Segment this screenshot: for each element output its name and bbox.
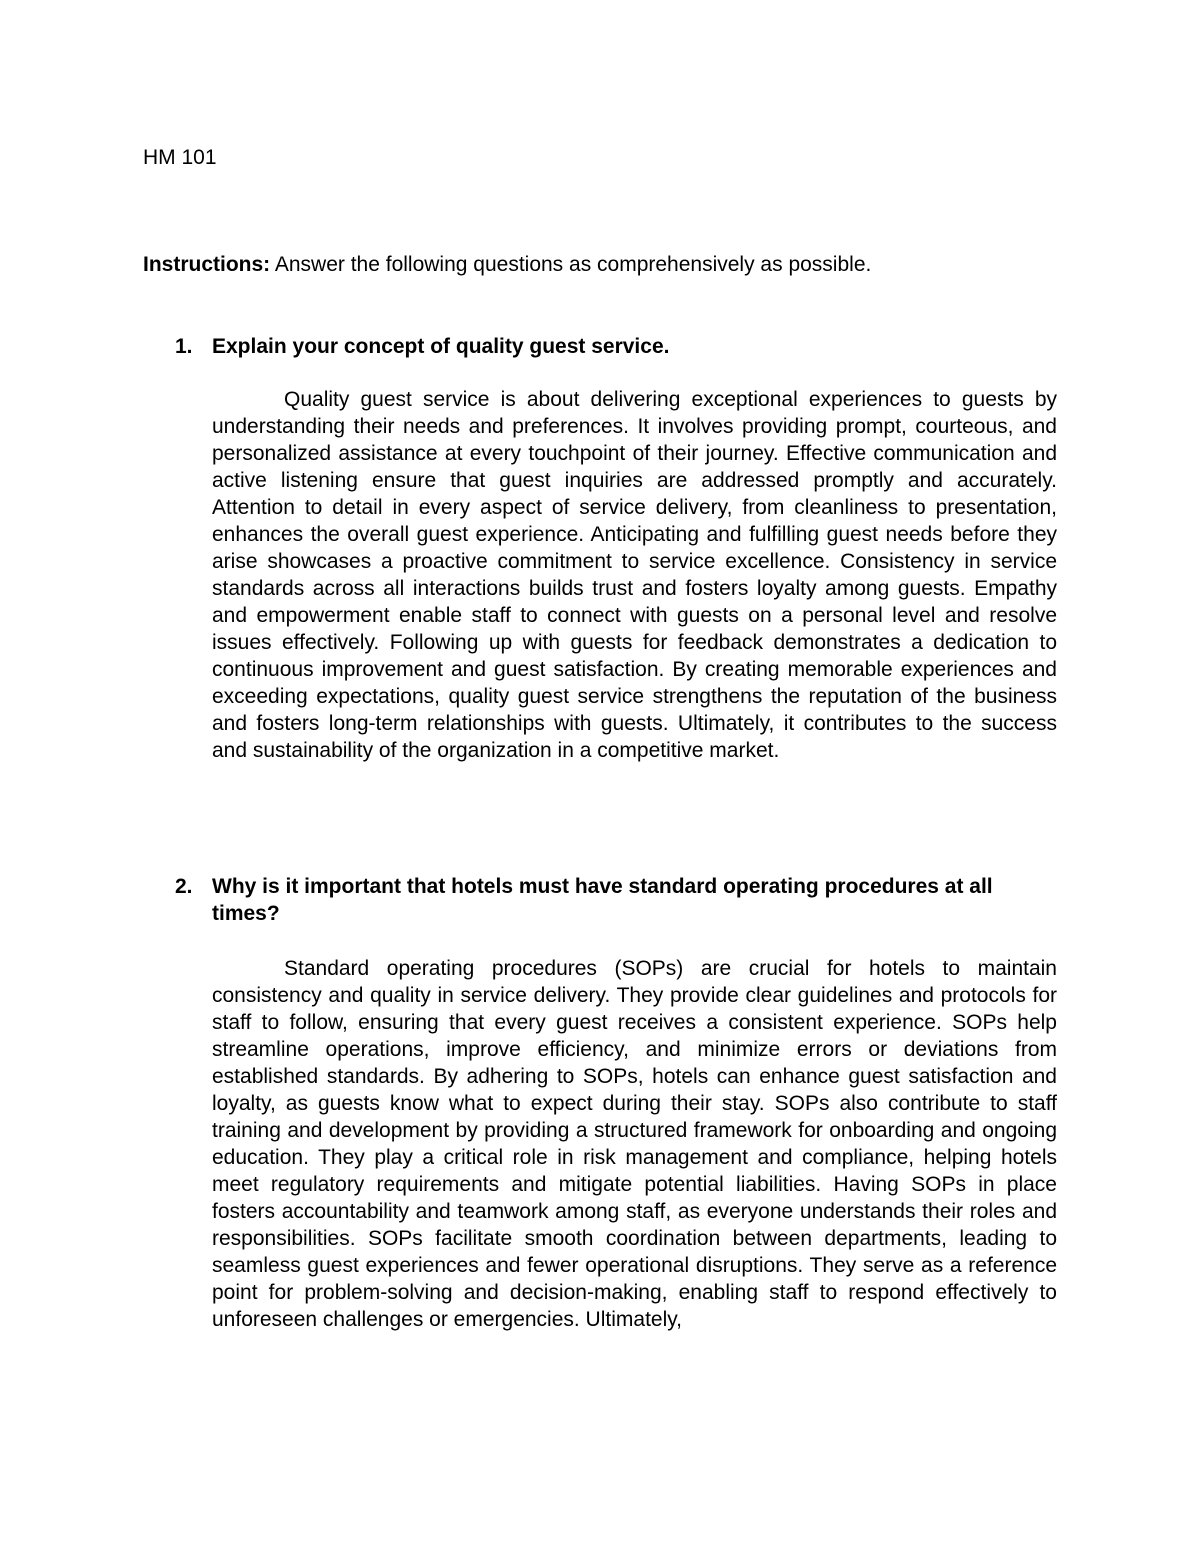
instructions [143, 251, 871, 278]
question-number: 1. [175, 335, 193, 358]
course-code: HM 101 [143, 146, 217, 169]
question-text: Why is it important that hotels must have standard operating procedures at all times? [212, 875, 993, 925]
instructions-text: Answer the following questions as comprehensively as possible. [270, 253, 872, 276]
question-1 [175, 333, 1057, 360]
question-text: Explain your concept of quality guest service. [212, 335, 670, 358]
instructions-label: Instructions: [143, 253, 271, 276]
question-number: 2. [175, 875, 193, 898]
answer-2: Standard operating procedures (SOPs) are crucial for hotels to maintain consistency and quality in service delivery. They provide clear guidelines and protocols for staff to follow, ensuring that every guest receives a consistent experience. SOPs help streamline operations, improve efficiency, and minimize errors or deviations from established standards. By adhering to SOPs, hotels can enhance guest satisfaction and loyalty, as guests know what to expect during their stay. SOPs also contribute to staff training and development by providing a structured framework for onboarding and ongoing education. They play a critical role in risk management and compliance, helping hotels meet regulatory requirements and mitigate potential liabilities. Having SOPs in place fosters accountability and teamwork among staff, as everyone understands their roles and responsibilities. SOPs facilitate smooth coordination between departments, leading to seamless guest experiences and fewer operational disruptions. They serve as a reference point for problem-solving and decision-making, enabling staff to respond effectively to unforeseen challenges or emergencies. Ultimately, [212, 957, 1057, 1331]
answer-1: Quality guest service is about delivering exceptional experiences to guests by understanding their needs and preferences. It involves providing prompt, courteous, and personalized assistance at every touchpoint of their journey. Effective communication and active listening ensure that guest inquiries are addressed promptly and accurately. Attention to detail in every aspect of service delivery, from cleanliness to presentation, enhances the overall guest experience. Anticipating and fulfilling guest needs before they arise showcases a proactive commitment to service excellence. Consistency in service standards across all interactions builds trust and fosters loyalty among guests. Empathy and empowerment enable staff to connect with guests on a personal level and resolve issues effectively. Following up with guests for feedback demonstrates a dedication to continuous improvement and guest satisfaction. By creating memorable experiences and exceeding expectations, quality guest service strengthens the reputation of the business and fosters long-term relationships with guests. Ultimately, it contributes to the success and sustainability of the organization in a competitive market. [212, 388, 1057, 762]
question-2 [175, 873, 1057, 927]
